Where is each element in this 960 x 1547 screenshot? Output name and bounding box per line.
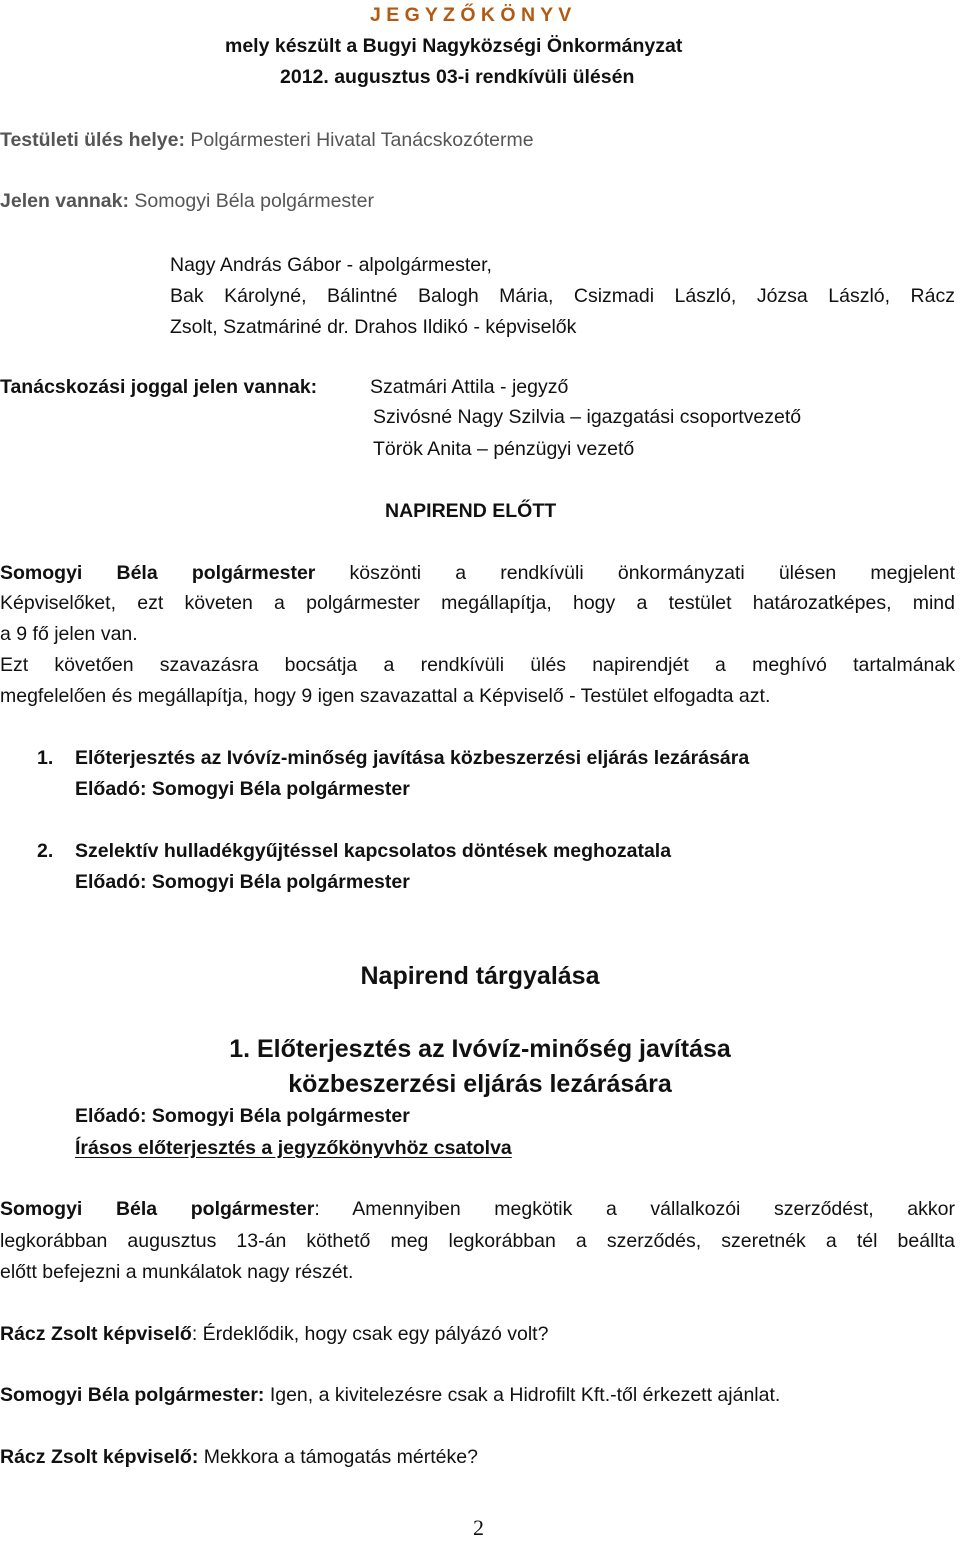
agenda-item-1-presenter: Előadó: Somogyi Béla polgármester: [75, 778, 410, 800]
agenda-item-1-number: 1.: [37, 747, 54, 769]
entry-2-text: Érdeklődik, hogy csak egy pályázó volt?: [202, 1323, 549, 1345]
advisory-person-1: Szatmári Attila - jegyző: [370, 376, 569, 398]
present-members-line1: Bak Károlyné, Bálintné Balogh Mária, Csizmadi László, Józsa László, Rácz: [170, 285, 955, 307]
advisory-label: Tanácskozási joggal jelen vannak:: [0, 376, 318, 398]
present-line: [0, 192, 374, 212]
discussion-presenter: Előadó: Somogyi Béla polgármester: [75, 1105, 410, 1127]
advisory-person-3: Török Anita – pénzügyi vezető: [373, 438, 635, 460]
pre-agenda-heading: NAPIREND ELŐTT: [385, 500, 557, 522]
entry-3-line: [0, 1386, 780, 1406]
entry-1-line-1: [0, 1200, 955, 1220]
agenda-item-2-title: Szelektív hulladékgyűjtéssel kapcsolatos döntések meghozatala: [75, 840, 672, 862]
present-members-line2: Zsolt, Szatmáriné dr. Drahos Ildikó - képviselők: [170, 316, 577, 338]
discussion-item-title-line1: 1. Előterjesztés az Ivóvíz-minőség javítása: [229, 1035, 731, 1063]
page-number: 2: [473, 1515, 484, 1540]
pre-agenda-line-2: Képviselőket, ezt követen a polgármester megállapítja, hogy a testület határozatképes, mind: [0, 592, 955, 614]
entry-1-line-2: legkorábban augusztus 13-án köthető meg legkorábban a szerződés, szeretnék a tél beállta: [0, 1230, 955, 1252]
pre-agenda-line-5: megfelelően és megállapítja, hogy 9 igen szavazattal a Képviselő - Testület elfogadta azt.: [0, 685, 771, 707]
discussion-item-title-line2: közbeszerzési eljárás lezárására: [288, 1070, 672, 1098]
present-mayor: Somogyi Béla polgármester: [134, 190, 374, 212]
entry-1-text-1: Amennyiben megkötik a vállalkozói szerződést, akkor: [352, 1198, 955, 1220]
document-subtitle: mely készült a Bugyi Nagyközségi Önkormányzat: [225, 35, 683, 57]
document-title: J E G Y Z Ő K Ö N Y V: [370, 4, 572, 26]
present-label: Jelen vannak:: [0, 190, 129, 212]
venue-value: Polgármesteri Hivatal Tanácskozóterme: [190, 129, 534, 151]
present-deputy: Nagy András Gábor - alpolgármester,: [170, 254, 492, 276]
venue-label: Testületi ülés helye:: [0, 129, 185, 151]
pre-agenda-line-4: Ezt követően szavazásra bocsátja a rendkívüli ülés napirendjét a meghívó tartalmának: [0, 654, 955, 676]
pre-agenda-line-1: [0, 564, 955, 584]
entry-2-sep: :: [191, 1323, 198, 1345]
agenda-item-2-number: 2.: [37, 840, 54, 862]
entry-2-speaker: Rácz Zsolt képviselő: [0, 1323, 192, 1345]
pre-agenda-speaker: Somogyi Béla polgármester: [0, 562, 316, 584]
entry-3-speaker: Somogyi Béla polgármester:: [0, 1384, 265, 1406]
agenda-item-2-presenter: Előadó: Somogyi Béla polgármester: [75, 871, 410, 893]
pre-agenda-line-3: a 9 fő jelen van.: [0, 623, 138, 645]
discussion-heading: Napirend tárgyalása: [360, 962, 600, 990]
pre-agenda-text-1: köszönti a rendkívüli önkormányzati ülésen megjelent: [349, 562, 955, 584]
entry-4-text: Mekkora a támogatás mértéke?: [203, 1446, 478, 1468]
entry-2-line: [0, 1325, 548, 1345]
entry-1-sep: :: [314, 1198, 320, 1220]
entry-1-speaker: Somogyi Béla polgármester: [0, 1198, 315, 1220]
entry-4-line: [0, 1448, 478, 1468]
agenda-item-1-title: Előterjesztés az Ivóvíz-minőség javítása közbeszerzési eljárás lezárására: [75, 747, 750, 769]
venue-line: [0, 131, 534, 151]
discussion-attachment-note: Írásos előterjesztés a jegyzőkönyvhöz csatolva: [75, 1137, 512, 1159]
entry-1-line-3: előtt befejezni a munkálatok nagy részét.: [0, 1261, 354, 1283]
advisory-person-2: Szivósné Nagy Szilvia – igazgatási csoportvezető: [373, 406, 802, 428]
session-date: 2012. augusztus 03-i rendkívüli ülésén: [280, 66, 635, 88]
entry-3-text: Igen, a kivitelezésre csak a Hidrofilt Kft.-től érkezett ajánlat.: [269, 1384, 781, 1406]
entry-4-speaker: Rácz Zsolt képviselő:: [0, 1446, 199, 1468]
